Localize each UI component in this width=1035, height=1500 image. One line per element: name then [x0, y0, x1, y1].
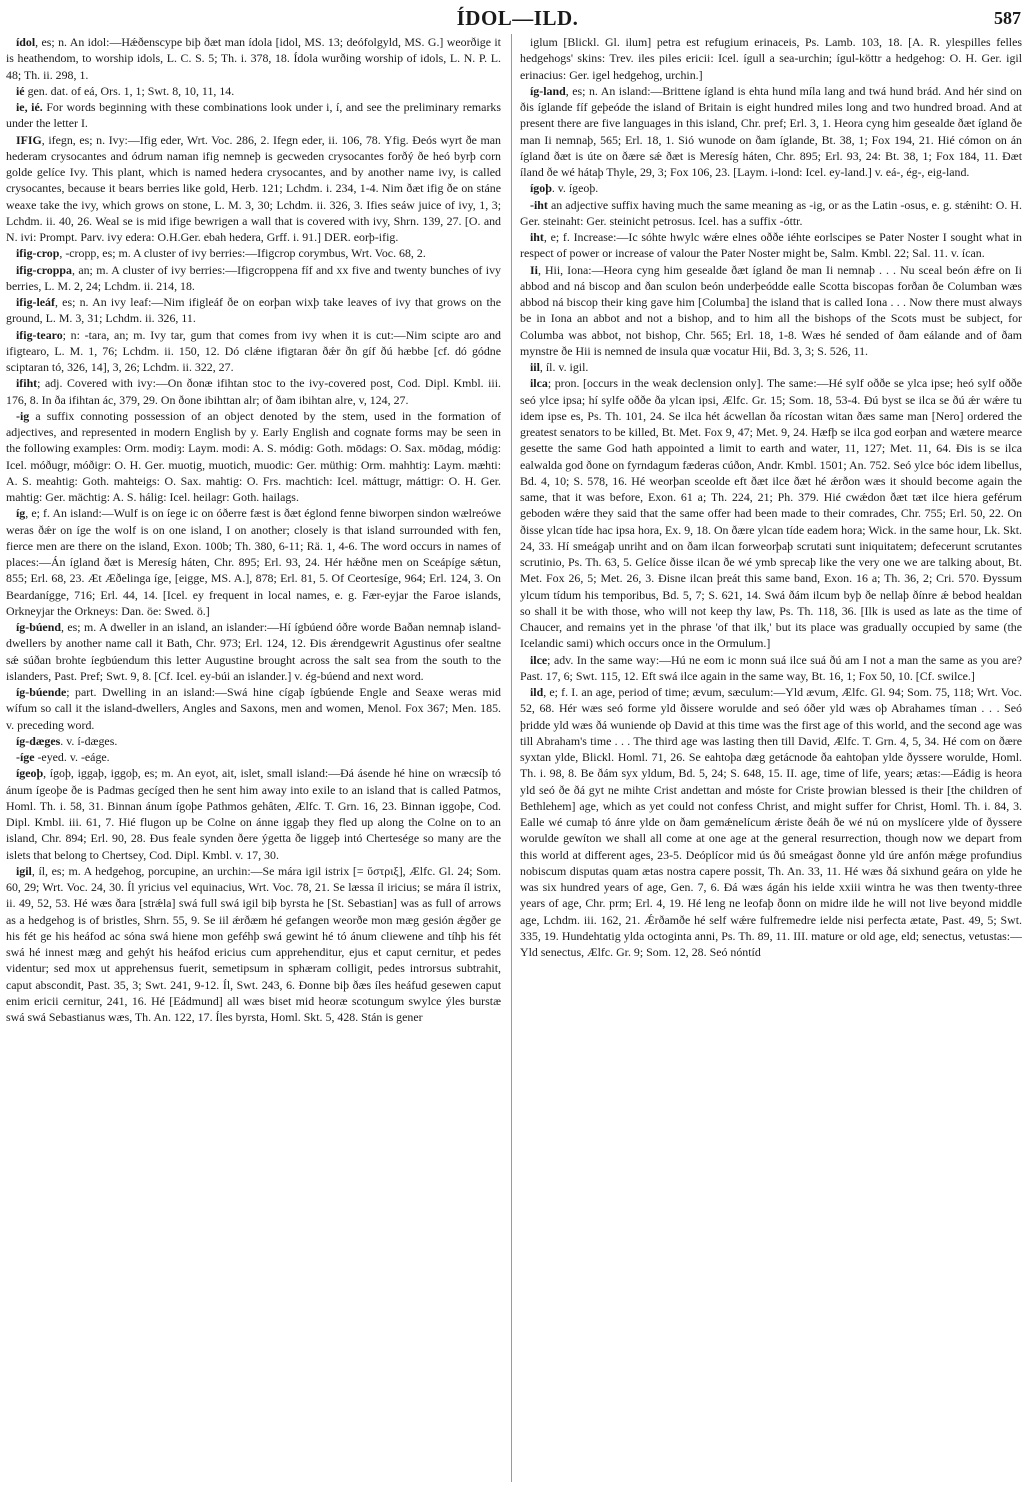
entry-text: a suffix connoting possession of an object denoted by the stem, used in the formation of adjectives, and represented in modern English by y. Early English and cognate forms may be seen in the following examples: Orm. modiȝ: Laym. modi: A. S. módig: Goth. mōdags: O. Sax. mōdag, módig: Icel. móðugr, móðigr: O. H. Ger. muotig, muotich, muodic: Ger. müthig: Orm. mahhtiȝ: Laym. mæhti: A. S. meahtig: Goth. mahteigs: O. Sax. mahtig: O. Frs. machtich: Icel. máttugr, máttigr: O. H. Ger. mahtig: Ger. mächtig: A. S. hálig: Icel. heilagr: Goth. hailags.	[6, 408, 501, 504]
dictionary-entry	[520, 83, 1022, 181]
dictionary-entry	[6, 765, 501, 863]
entry-text: , íl. v. igil.	[539, 360, 589, 374]
entry-text: -eyed. v. -eáge.	[34, 750, 110, 764]
dictionary-entry	[520, 652, 1022, 685]
dictionary-entry	[6, 83, 501, 99]
entry-text: , es; n. An ivy leaf:—Nim ifigleáf ðe on eorþan wixþ take leaves of ivy that grows on the ground, L. M. 3, 31; Lchdm. ii. 326, 11.	[6, 295, 501, 326]
entry-text: , Hii, Iona:—Heora cyng him gesealde ðæt ígland ðe man Ii nemnaþ . . . Nu sceal beón ǽfre on Ii abbod and ná biscop and ðan sculon beón underþeódde ealle Scotta biscopas forðan ðe Columban wæs abbod ná biscop their king gave him [Columba] the island that is called Iona . . . Now there must always be in Iona an abbot and not a bishop, and to him all the bishops of the Scots must be subject, for Columba was abbot, not bishop, Chr. 565; Erl. 18, 1-8. Wæs hé sended of ðam eálande and of ðam mynstre ðe Hii is nemned de insula quæ vocatur Hii, Bd. 3, 3; S. 526, 11.	[520, 262, 1022, 358]
dictionary-entry	[6, 619, 501, 684]
entry-text: , an; m. A cluster of ivy berries:—Ifigcroppena fíf and xx five and twenty bunches of ivy berries, L. M. 2, 24; Lchdm. ii. 214, 18.	[6, 262, 501, 293]
dictionary-entry	[6, 684, 501, 733]
entry-headword: ígoþ	[530, 181, 552, 196]
dictionary-entry	[520, 229, 1022, 262]
dictionary-entry	[6, 99, 501, 132]
entry-text: , íl, es; m. A hedgehog, porcupine, an urchin:—Se mára igil istrix [= ὕστριξ], Ælfc. Gl. 24; Som. 60, 29; Wrt. Voc. 24, 30. Íl yricius vel equinacius, Wrt. Voc. 78, 21. Se læssa íl iricius; se mára íl istrix, ii. 49, 52, 53. Hé wæs ðara [strǽla] swá full swá igil biþ byrsta he [St. Sebastian] was as full of arrows as a hedgehog is of bristles, Shrn. 55, 9. Se iil ǽrðæm hé gefangen weorðe mon mæg gesión ǽgðer ge his fét ge his heáfod ac sóna swá hiene mon geféhþ swá gewint hé tó ánum cliewene and tíhþ his fét swá hé innest mæg and gehýt his heáfod ericius cum apprehenditur, ejus et caput cernitur, et pedes videntur; sed mox ut apprehensus fuerit, semetipsum in sphæram colligit, pedes introrsus subtrahit, caput abscondit, Past. 35, 3; Swt. 241, 9-12. Íl, Swt. 243, 6. Ðonne biþ ðæs íles heáfud gesewen caput enim ericii cernitur, 241, 16. Hé [Eádmund] all wæs biset mid heoræ scotungum swylce ýles burstæ swá swá Sebastianus wæs, Th. An. 122, 17. Íles byrsta, Homl. Skt. 5, 428. Stán is gener	[6, 863, 501, 1024]
left-column	[6, 34, 501, 1484]
entry-text: gen. dat. of eá, Ors. 1, 1; Swt. 8, 10, 11, 14.	[24, 83, 235, 98]
entry-headword: ie, ié.	[16, 100, 43, 114]
dictionary-entry	[520, 684, 1022, 960]
entry-headword: -ig	[16, 408, 30, 423]
entry-headword: ídol	[16, 35, 36, 49]
entry-text: . v. í-dæges.	[60, 733, 118, 748]
entry-text: ; n: -tara, an; m. Ivy tar, gum that comes from ivy when it is cut:—Nim scipte aro and ifigtearo, L. M. 1, 76; Lchdm. ii. 150, 12. Dó clǽne ifigtaran ðǽr ðn gíf ðú hæbbe [cf. dó gódne sciptaran tó, 326, 14], 3, 26; Lchdm. ii. 322, 27.	[6, 327, 501, 374]
running-head: ÍDOL—ILD.	[456, 6, 579, 30]
dictionary-entry	[6, 327, 501, 376]
entry-headword: íg-búende	[16, 685, 67, 699]
dictionary-columns	[0, 34, 1035, 1484]
entry-headword: iil	[530, 360, 540, 374]
entry-text: , es; m. A dweller in an island, an islander:—Hí ígbúend óðre worde Baðan nemnaþ island-dwellers by another name call it Bath, Chr. 973; Erl. 124, 12. Ðis ǽrendgewrit Agustinus ofer sealtne sǽ súðan brohte íegbúendum this letter Augustine brought across the salt sea from the south to the islanders, Past. Pref; Swt. 9, 8. [Cf. Icel. ey-búi an islander.] v. ég-búend and next word.	[6, 620, 501, 683]
entry-headword: igil	[16, 863, 32, 878]
entry-headword: ifig-croppa	[16, 262, 72, 277]
dictionary-entry	[520, 180, 1022, 196]
entry-text: . v. ígeoþ.	[551, 181, 599, 196]
dictionary-entry	[6, 375, 501, 408]
dictionary-entry	[520, 359, 1022, 375]
page-header	[0, 6, 1035, 30]
dictionary-entry	[6, 505, 501, 619]
dictionary-entry	[520, 262, 1022, 360]
entry-headword: ifig-tearo	[16, 327, 63, 342]
entry-text: For words beginning with these combinations look under i, í, and see the preliminary remarks under the letter I.	[6, 100, 501, 131]
entry-text: ; pron. [occurs in the weak declension only]. The same:—Hé sylf oððe se ylca ipse; heó sylf oððe seó ylce ipsa; hí sylfe oððe ða ylcan ipsi, Ælfc. Gr. 15; Som. 18, 53-4. Ðú byst se ilca se ðú ǽr wǽre tu idem ipse es, Ps. Th. 101, 24. Se ilca hét ácwellan ða rícostan witan ðæs same man [Nero] ordered the greatest senators to be killed, Bt. Met. Fox 9, 47; Met. 9, 24. Hæfþ se ilca god eorþan and wætere mearce gesette the same God hath appointed a limit to earth and water, 11, 127; Met. 11, 64. Ðis is se ilca ealwalda god ðone on fyrndagum fæderas cúðon, Andr. Kmbl. 1501; An. 752. Seó ylce bóc idem libellus, Bd. 4, 10; S. 578, 16. Hé weorþan sceolde eft ðæt ilce ðæt hé ǽrðon wæs it should become again the same, that it was before, Exon. 61 a; Th. 224, 21; Ph. 379. Hié cwǽdon ðæt tæt ilce hiera geférum geboden wǽre they said that the same offer had been made to their comrades, Chr. 755; Erl. 50, 22. On ðisse ylcan tíde hac ipsa hora, Ex. 9, 18. On ðære ylcan tíde eadem hora; Wick. in the same hour, Lk. Skt. 24, 33. Hí smeágaþ unriht and on ðam ilcan forweorþaþ scrutati sunt iniquitatem; defecerunt scrutantes scrutinio, Ps. Th. 63, 5. Gelíce ðisse ilcan ðe wé ymb sprecaþ like the very one we are talking about, Bt. Met. Fox 26, 5; Met. 26, 3. Ðisne ilcan þreát this same band, Exon. 16 a; Th. 36, 2; Cri. 570. Ðyssum ylcum tídum his temporibus, Bd. 5, 7; S. 621, 14. Swá ðám ilcum byþ ðe nellaþ ðínre ǽ bebod healdan so shall it be with those, who will not keep thy law, Ps. Th. 118, 36. [Ilk is used as late as the time of Chaucer, and remains yet in the phrase 'of that ilk,' but its place was gradually occupied by same (the Icelandic sami) which occurs once in the Ormulum.]	[520, 376, 1022, 651]
dictionary-entry	[6, 262, 501, 295]
dictionary-entry	[6, 34, 501, 83]
entry-text: an adjective suffix having much the same meaning as -ig, or as the Latin -osus, e. g. stǽniht: O. H. Ger. steinaht: Ger. steinicht petrosus. Icel. has a suffix -óttr.	[520, 197, 1022, 228]
entry-text: , ígoþ, iggaþ, iggoþ, es; m. An eyot, ait, islet, small island:—Ðá ásende hé hine on wræcsíþ tó ánum ígeoþe ðe is Padmas gecíged then he sent him away into exile to an island that is called Patmos, Homl. Th. i. 58, 31. Binnan ánum ígoþe Pathmos gehâten, Ælfc. T. Grn. 16, 23. Binnan iggoþe, Cod. Dipl. Kmbl. iii. 61, 7. Hié flugon up be Colne on ánne iggaþ they fled up along the Colne on to an island, Chr. 894; Erl. 90, 28. Ðus feale synden ðere ýgetta ðe liggeþ intó Chertesége so many are the islets that belong to Chertsey, Cod. Dipl. Kmbl. v. 17, 30.	[6, 766, 501, 862]
entry-text: ; adj. Covered with ivy:—On ðonæ ifihtan stoc to the ivy-covered post, Cod. Dipl. Kmbl. iii. 176, 8. In ða ifihtan ác, 379, 29. On ðone ibihttan alr; of ðam ibihtan alre, v, 124, 27.	[6, 376, 501, 407]
dictionary-entry	[520, 34, 1022, 83]
right-column	[520, 34, 1022, 1484]
entry-text: , e; f. An island:—Wulf is on íege ic on óðerre fæst is ðæt églond fenne biworpen sindon wælreówe weras ðǽr on íge the wolf is on one island, I on another; closely is that island surrounded with fen, fierce men are there on the island, Exon. 100b; Th. 380, 6-11; Rä. 1, 4-6. The word occurs in names of places:—Án ígland ðæt is Meresíg háten, Chr. 895; Erl. 93, 24. Hér hǽðne men on Sceápíge sǽtun, 855; Erl. 68, 23. Æt Æðelinga íge, [eigge, MS. A.], 878; Erl. 81, 5. Of Ceortesíge, 964; Erl. 124, 3. On Beardanígge, 716; Erl. 44, 14. [Icel. ey frequent in local names, e. g. Fær-eyjar the Faroe islands, Orkneyjar the Orkneys: Dan. öe: Swed. ö.]	[6, 506, 501, 618]
entry-text: , es; n. An idol:—Hǽðenscype biþ ðæt man ídola [idol, MS. 13; deófolgyld, MS. G.] weorðige it is heathendom, to worship idols, L. C. S. 5; Th. i. 378, 18. Ídola wurðing worship of idols, L. N. P. L. 48; Th. ii. 298, 1.	[6, 35, 501, 82]
entry-headword: ilca	[530, 376, 548, 391]
entry-headword: ilce	[530, 652, 548, 667]
entry-headword: íg-búend	[16, 620, 61, 634]
entry-text: , ifegn, es; n. Ivy:—Ifig eder, Wrt. Voc. 286, 2. Ifegn eder, ii. 106, 78. Yfig. Ðeós wyrt ðe man hederam crysocantes and ódrum naman ifig nemneþ is gecweden crysocantes forðý ðe heó byrþ corn golde gelíce Ivy. This plant, which is named hedera crysocantes, and by another name ivy, is called crysocantes, because it bears berries like gold, Herb. 121; Lchdm. i. 234, 1-4. Nim ðæt ifig ðe on stáne weaxe take the ivy, which grows on stone, L. M. 3, 30; Lchdm. ii. 326, 3. Ifies seáw juice of ivy, 1, 3; Lchdm. ii. 40, 26. Weal se is mid ifige bewrigen a wall that is covered with ivy, Shrn. 139, 27. [O. and N. ivi: Prompt. Parv. ivy edera: O.H.Ger. ebah hedera, Grff. i. 91.] DER. eorþ-ifig.	[6, 132, 501, 244]
entry-headword: íg-dæges	[16, 733, 61, 748]
entry-headword: ifig-crop	[16, 246, 60, 261]
entry-headword: ild	[530, 685, 544, 699]
dictionary-entry	[520, 197, 1022, 230]
page-number: 587	[994, 8, 1021, 28]
entry-headword: ígeoþ	[16, 766, 44, 781]
dictionary-entry	[6, 132, 501, 246]
entry-headword: ifig-leáf	[16, 295, 55, 309]
entry-headword: IFIG	[16, 132, 42, 147]
entry-headword: -iht	[530, 197, 548, 212]
entry-text: , e; f. Increase:—Ic sóhte hwylc wǽre elnes oððe iéhte eorlscipes se Pater Noster I sought what in respect of power or increase of valour the Pater Noster might be, Salm. Kmbl. 22; Sal. 11. v. ícan.	[520, 230, 1022, 261]
entry-headword: ié	[16, 83, 25, 98]
entry-headword: íg	[16, 506, 26, 521]
entry-headword: ifiht	[16, 376, 38, 391]
dictionary-entry	[6, 294, 501, 327]
entry-text: , -cropp, es; m. A cluster of ivy berries:—Ifigcrop corymbus, Wrt. Voc. 68, 2.	[59, 246, 426, 261]
entry-text: ; adv. In the same way:—Hú ne eom ic monn suá ilce suá ðú am I not a man the same as you are? Past. 17, 6; Swt. 115, 12. Eft swá ilce again in the same way, Bt. 16, 1; Fox 50, 10. [Cf. swilce.]	[520, 652, 1022, 683]
dictionary-entry	[6, 863, 501, 1026]
entry-headword: íg-land	[530, 83, 566, 98]
entry-headword: iht	[530, 230, 544, 244]
entry-text: iglum [Blickl. Gl. ilum] petra est refugium erinaceis, Ps. Lamb. 103, 18. [A. R. ylespilles felles hedgehogs' skins: Trev. iles piles ericii: Icel. ígull a sea-urchin; ígul-köttr a hedgehog: O. H. Ger. igil erinacius: Ger. igel hedgehog, urchin.]	[520, 35, 1022, 82]
entry-headword: -íge	[16, 750, 35, 764]
entry-text: ; part. Dwelling in an island:—Swá hine cígaþ ígbúende Engle and Seaxe weras mid wífum so call it the island-dwellers, Angles and Saxons, men and women, Menol. Fox 367; Men. 185. v. preceding word.	[6, 685, 501, 732]
dictionary-entry	[6, 408, 501, 506]
entry-headword: Ii	[530, 262, 538, 277]
dictionary-entry	[6, 733, 501, 749]
dictionary-entry	[6, 245, 501, 261]
dictionary-entry	[520, 375, 1022, 651]
entry-text: , e; f. I. an age, period of time; ævum, sæculum:—Yld ævum, Ælfc. Gl. 94; Som. 75, 118; Wrt. Voc. 52, 68. Hér wæs seó forme yld ðissere woruldе and seó óðer yld wæs oþ Abrahames tíman . . . Seó þridde yld wæs ðá wuniende oþ David at this time was the first age of this world, and the second age was till Abraham's time . . . The third age was lasting then till David, Ælfc. T. Grn. 4, 5, 34. Hé com on ðære syxtan ylde, Blickl. Homl. 71, 26. Se eahtoþa dæg getácnode ða eahtoþan ylde ðyssere worulde, Homl. Th. i. 98, 8. Be ðám syx yldum, Bd. 5, 24; S. 648, 15. II. age, time of life, years; ætas:—Eádig is heora yld seó ðe ðá gyt ne mihte Crist andettan and móste for Criste þrowian blessed is their [the children of Bethlehem] age, which as yet could not confess Christ, and might suffer for Christ, Homl. Th. i. 84, 3. Ealle wé cumaþ tó ánre ylde on ðam gemǽnelícum ǽriste ðeáh ðe wé nú on myslícere ylde of ðyssere worulde gewíton we shall all come at one age at the general resurrection, though now we depart from this world at different ages, 23-5. Deóplícor mid ús ðú smeágast ðonne yld úre anfón mǽge profundius nobiscum disputas quam ætas nostra capere possit, Th. An. 33, 11. Hé wæs ðá sixhund geára on ylde he was six hundred years of age, Gen. 7, 6. Ðá wæs ágán his ielde xxiii wintra he was then twenty-three years of age, Chr. prm; Erl. 4, 19. Hé leng ne leofaþ ðonn on midre ilde he will not live beyond middle age, Lchdm. iii. 162, 21. Ǽrðamðe hé self wǽre fulfremedre ielde nisi perfecta ætate, Past. 49, 5; Swt. 335, 19. Hundehtatig ylda octoginta anni, Ps. Th. 89, 11. III. mature or old age, eld; senectus, vetustas:—Yld senectus, Ælfc. Gr. 9; Som. 12, 28. Seó nóntíd	[520, 685, 1022, 959]
dictionary-entry	[6, 749, 501, 765]
entry-text: , es; n. An island:—Brittene ígland is ehta hund míla lang and twá hund brád. And hér sind on ðis íglande fíf geþeóde the island of Britain is eight hundred miles long and two hundred broad. And at present there are five languages in this island, Chr. pref; Erl. 3, 1. Heora cyng him gesealde ðæt ígland ðe man Ii nemnaþ, 565; Erl. 18, 1. Sió wunode on ðam íglande, Bt. 38, 1; Fox 194, 21. Hié cómon on án ígland ðæt is úte on ðære sǽ ðæt is Meresíg háten, Chr. 895; Erl. 93, 24: Bt. 38, 1; Fox 184, 11. Ðæt íland ðe wé hátaþ Thyle, 29, 3; Fox 106, 23. [Laym. i-lond: Icel. ey-land.] v. eá-, ég-, eig-land.	[520, 83, 1022, 179]
